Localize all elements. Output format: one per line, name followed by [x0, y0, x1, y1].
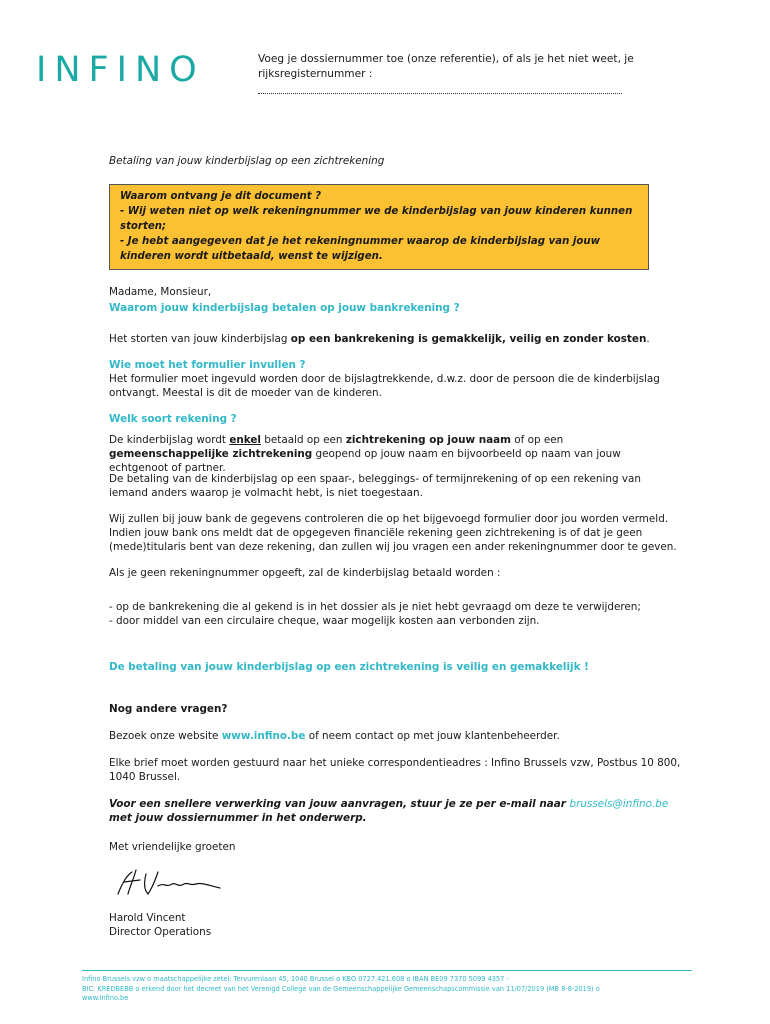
- reference-prompt: Voeg je dossiernummer toe (onze referentie), of als je het niet weet, je rijksregisternummer :: [258, 53, 634, 80]
- reference-dotted-field[interactable]: [258, 88, 622, 94]
- paragraph-account-type: [109, 433, 681, 475]
- signatory-name: Harold Vincent: [109, 912, 186, 924]
- infino-logo: INFINO: [36, 50, 205, 90]
- paragraph-website: [109, 729, 681, 743]
- paragraph-verification: Wij zullen bij jouw bank de gegevens controleren die op het bijgevoegd formulier door jou worden vermeld. Indien jouw bank ons meldt dat de opgegeven financiële rekening geen zichtrekening is of dat je geen (mede)titularis bent van deze rekening, dan zullen wij jou vragen een ander rekeningnummer door te geven.: [109, 513, 677, 553]
- p1-f: gemeenschappelijke zichtrekening: [109, 448, 313, 460]
- notice-reason-2: - Je hebt aangegeven dat je het rekeningnummer waarop de kinderbijslag van jouw kinderen wordt uitbetaald, wenst te wijzigen.: [120, 236, 601, 262]
- heading-who: Wie moet het formulier invullen ?: [109, 359, 306, 371]
- footer-line-2: BIC: KREDBEBB o erkend door het decreet van het Verenigd College van de Gemeenschappelijke Gemeenschapscommissie van 11/07/2019 (MB 8-8-2019) o: [82, 984, 600, 993]
- p1-a: De kinderbijslag wordt: [109, 434, 230, 446]
- why-text-b: op een bankrekening is gemakkelijk, veilig en zonder kosten: [290, 333, 647, 345]
- salutation: Madame, Monsieur,: [109, 286, 212, 298]
- footer-line-1: Infino Brussels vzw o maatschappelijke zetel: Tervurenlaan 45, 1040 Brussel o KBO 0727.421.608 o IBAN BE09 7370 5099 4357 -: [82, 975, 509, 983]
- p1-b: enkel: [229, 434, 261, 446]
- heading-why: Waarom jouw kinderbijslag betalen op jouw bankrekening ?: [109, 302, 460, 314]
- email-text-a: Voor een snellere verwerking van jouw aanvragen, stuur je ze per e-mail naar: [109, 798, 570, 810]
- paragraph-address: Elke brief moet worden gestuurd naar het unieke correspondentieadres : Infino Brussels vzw, Postbus 10 800, 1040 Brussel.: [109, 757, 681, 783]
- email-link[interactable]: brussels@infino.be: [569, 798, 669, 810]
- heading-questions: Nog andere vragen?: [109, 703, 228, 715]
- visit-text-b: of neem contact op met jouw klantenbeheerder.: [305, 730, 560, 742]
- paragraph-email: [109, 797, 681, 825]
- safe-statement: De betaling van jouw kinderbijslag op een zichtrekening is veilig en gemakkelijk !: [109, 661, 589, 673]
- visit-text-a: Bezoek onze website: [109, 730, 222, 742]
- heading-what: Welk soort rekening ?: [109, 413, 237, 425]
- handwritten-signature: [110, 864, 230, 904]
- p1-e: of op een: [510, 434, 564, 446]
- why-text-a: Het storten van jouw kinderbijslag: [109, 333, 291, 345]
- list-item: - door middel van een circulaire cheque, waar mogelijk kosten aan verbonden zijn.: [109, 615, 540, 627]
- p1-d: zichtrekening op jouw naam: [345, 434, 511, 446]
- footer: [82, 975, 692, 1004]
- signatory-title: Director Operations: [109, 926, 212, 938]
- notice-reason-1: - Wij weten niet op welk rekeningnummer we de kinderbijslag van jouw kinderen kunnen storten;: [120, 206, 633, 232]
- footer-line-3[interactable]: www.infino.be: [82, 994, 129, 1002]
- list-item: - op de bankrekening die al gekend is in het dossier als je niet hebt gevraagd om deze te verwijderen;: [109, 601, 641, 613]
- why-text-c: .: [646, 333, 650, 345]
- letter-subject: Betaling van jouw kinderbijslag op een zichtrekening: [109, 155, 385, 167]
- paragraph-why: [109, 332, 681, 346]
- email-text-b: met jouw dossiernummer in het onderwerp.: [109, 812, 367, 824]
- paragraph-no-number: Als je geen rekeningnummer opgeeft, zal de kinderbijslag betaald worden :: [109, 567, 501, 579]
- closing: Met vriendelijke groeten: [109, 841, 236, 853]
- p1-c: betaald op een: [261, 434, 346, 446]
- notice-title: Waarom ontvang je dit document ?: [120, 191, 322, 202]
- paragraph-who: Het formulier moet ingevuld worden door de bijslagtrekkende, d.w.z. door de persoon die de kinderbijslag ontvangt. Meestal is dit de moeder van de kinderen.: [109, 373, 660, 399]
- notice-box: [109, 184, 649, 270]
- website-link[interactable]: www.infino.be: [221, 730, 306, 742]
- paragraph-not-allowed: De betaling van de kinderbijslag op een spaar-, beleggings- of termijnrekening of op een rekening van iemand anders waarop je volmacht hebt, is niet toegestaan.: [109, 473, 641, 499]
- p1-g: geopend op jouw naam en bijvoorbeeld op naam van jouw echtgenoot of partner.: [109, 448, 621, 474]
- footer-divider: [82, 970, 692, 971]
